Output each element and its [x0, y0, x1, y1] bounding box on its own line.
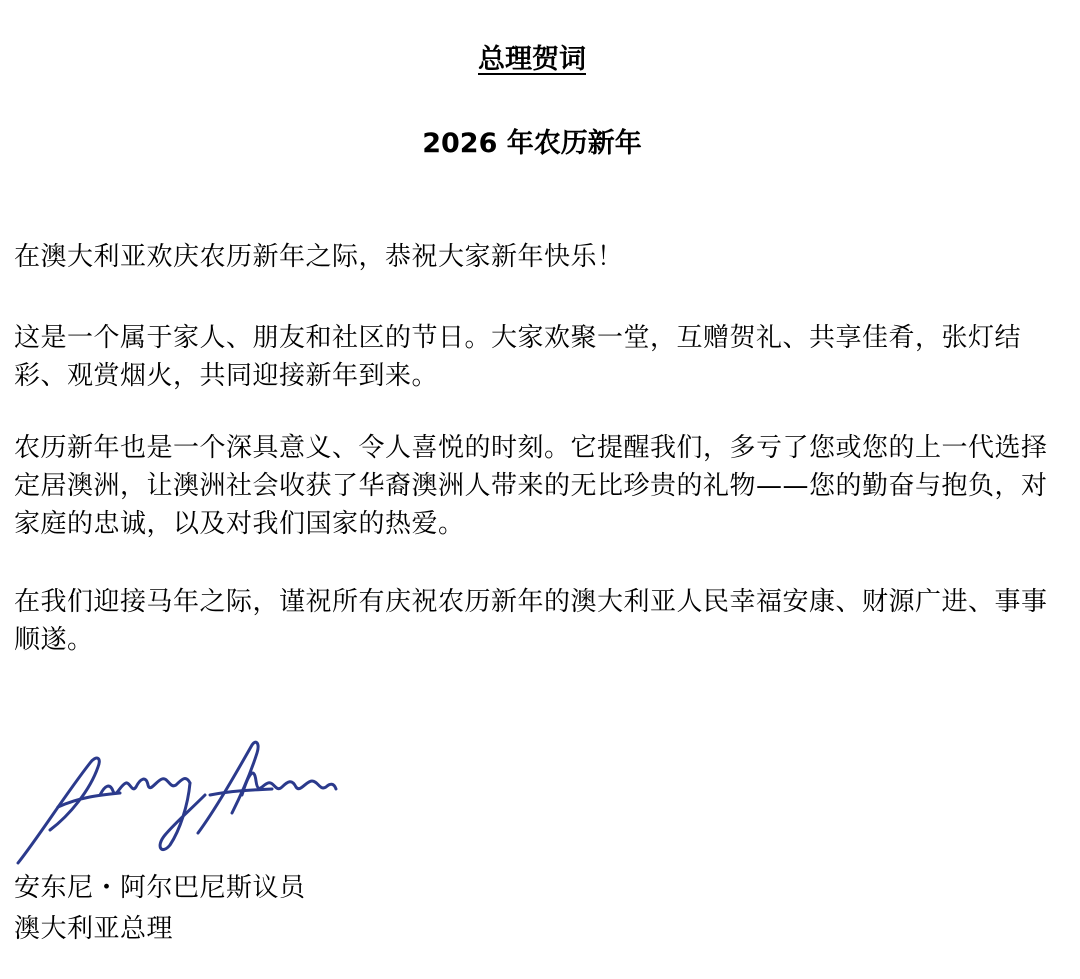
handwritten-signature [10, 735, 340, 870]
page-subtitle: 2026 年农历新年 [422, 128, 642, 159]
paragraph-greeting: 在澳大利亚欢庆农历新年之际，恭祝大家新年快乐！ [14, 242, 624, 272]
paragraph-festival: 这是一个属于家人、朋友和社区的节日。大家欢聚一堂，互赠贺礼、共享佳肴，张灯结彩、观赏烟火，共同迎接新年到来。 [14, 323, 1022, 391]
paragraph-wishes: 在我们迎接马年之际，谨祝所有庆祝农历新年的澳大利亚人民幸福安康、财源广进、事事顺遂。 [14, 587, 1048, 655]
signer-name: 安东尼・阿尔巴尼斯议员 [14, 873, 306, 903]
page-title: 总理贺词 [478, 44, 586, 75]
signer-role: 澳大利亚总理 [14, 914, 174, 944]
paragraph-meaning: 农历新年也是一个深具意义、令人喜悦的时刻。它提醒我们，多亏了您或您的上一代选择定居澳洲，让澳洲社会收获了华裔澳洲人带来的无比珍贵的礼物——您的勤奋与抱负，对家庭的忠诚，以及对我们国家的热爱。 [14, 433, 1048, 539]
